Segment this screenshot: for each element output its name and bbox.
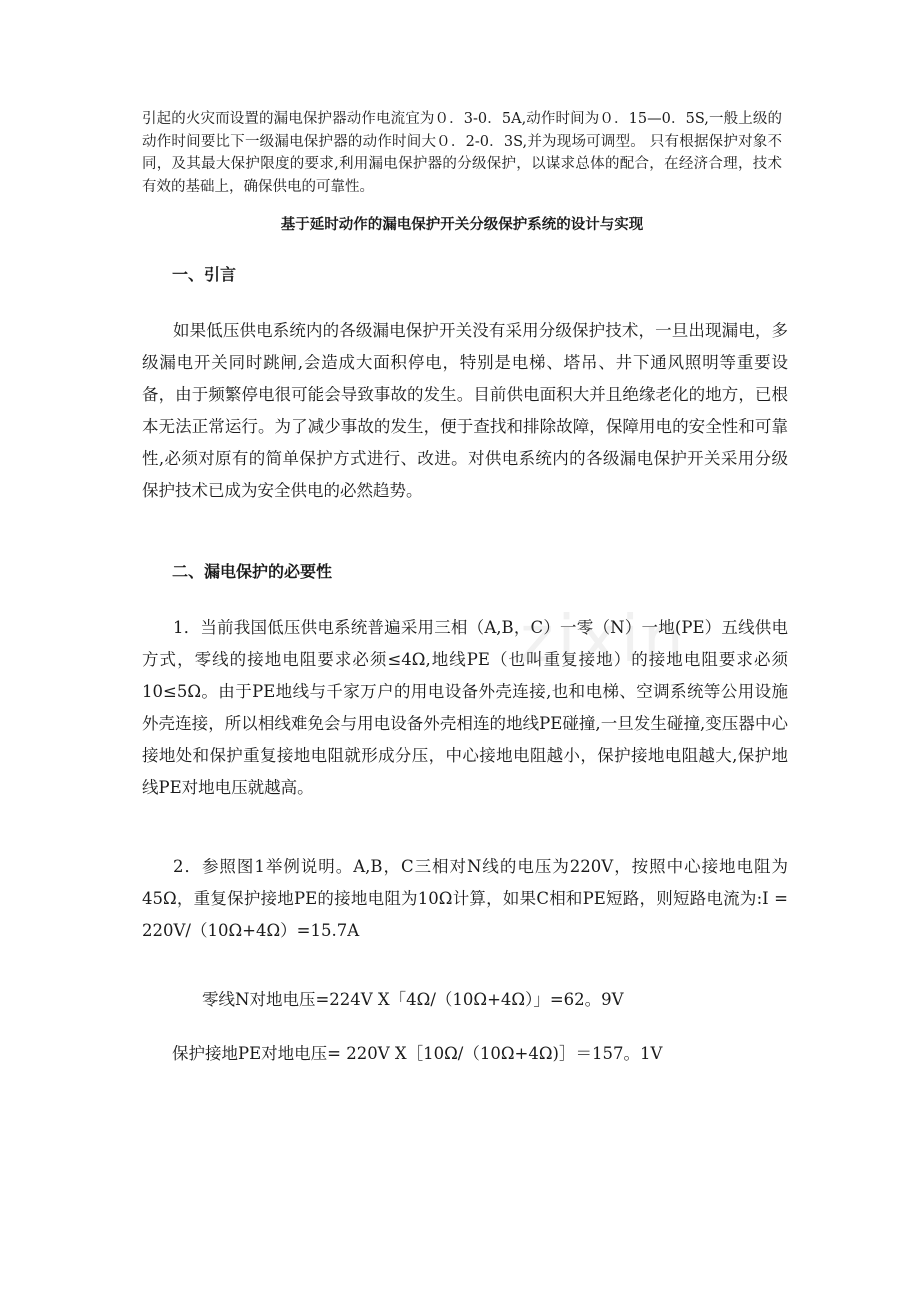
intro-paragraph: 引起的火灾而设置的漏电保护器动作电流宜为０．3-0．5A,动作时间为０．15—0．5S,一般上级的动作时间要比下一级漏电保护器的动作时间大０．2-0．3S,并为现场可调型。 只有根据保护对象不同，及其最大保护限度的要求,利用漏电保护器的分级保护，以谋求总体的配合，在经济合理，技术有效的基础上，确保供电的可靠性。 xyxy=(142,111,782,195)
necessity-paragraph-2: 2．参照图1举例说明。A,B，C三相对N线的电压为220V，按照中心接地电阻为45Ω，重复保护接地PE的接地电阻为10Ω计算，如果C相和PE短路，则短路电流为:I = 220V/（10Ω+4Ω）=15.7A xyxy=(142,857,788,940)
formula-neutral-voltage: 零线N对地电压=224V X「4Ω/（10Ω+4Ω）」=62。9V xyxy=(202,990,624,1009)
section-heading-introduction: 一、引言 xyxy=(172,265,237,284)
watermark: zixin xyxy=(520,603,688,677)
article-title: 基于延时动作的漏电保护开关分级保护系统的设计与实现 xyxy=(280,217,644,233)
section-heading-necessity: 二、漏电保护的必要性 xyxy=(172,562,333,581)
formula-pe-voltage: 保护接地PE对地电压= 220V X［10Ω/（10Ω+4Ω)］＝157。1V xyxy=(172,1044,663,1063)
introduction-paragraph: 如果低压供电系统内的各级漏电保护开关没有采用分级保护技术，一旦出现漏电，多级漏电开关同时跳闸,会造成大面积停电，特别是电梯、塔吊、井下通风照明等重要设备，由于频繁停电很可能会导致事故的发生。目前供电面积大并且绝缘老化的地方，已根本无法正常运行。为了减少事故的发生，便于查找和排除故障，保障用电的安全性和可靠性,必须对原有的简单保护方式进行、改进。对供电系统内的各级漏电保护开关采用分级保护技术已成为安全供电的必然趋势。 xyxy=(142,321,788,500)
necessity-paragraph-1: 1．当前我国低压供电系统普遍采用三相（A,B，C）一零（N）一地(PE）五线供电方式，零线的接地电阻要求必须≤4Ω,地线PE（也叫重复接地）的接地电阻要求必须10≤5Ω。由于PE地线与千家万户的用电设备外壳连接,也和电梯、空调系统等公用设施外壳连接，所以相线难免会与用电设备外壳相连的地线PE碰撞,一旦发生碰撞,变压器中心接地处和保护重复接地电阻就形成分压，中心接地电阻越小，保护接地电阻越大,保护地线PE对地电压就越高。 xyxy=(142,618,788,797)
